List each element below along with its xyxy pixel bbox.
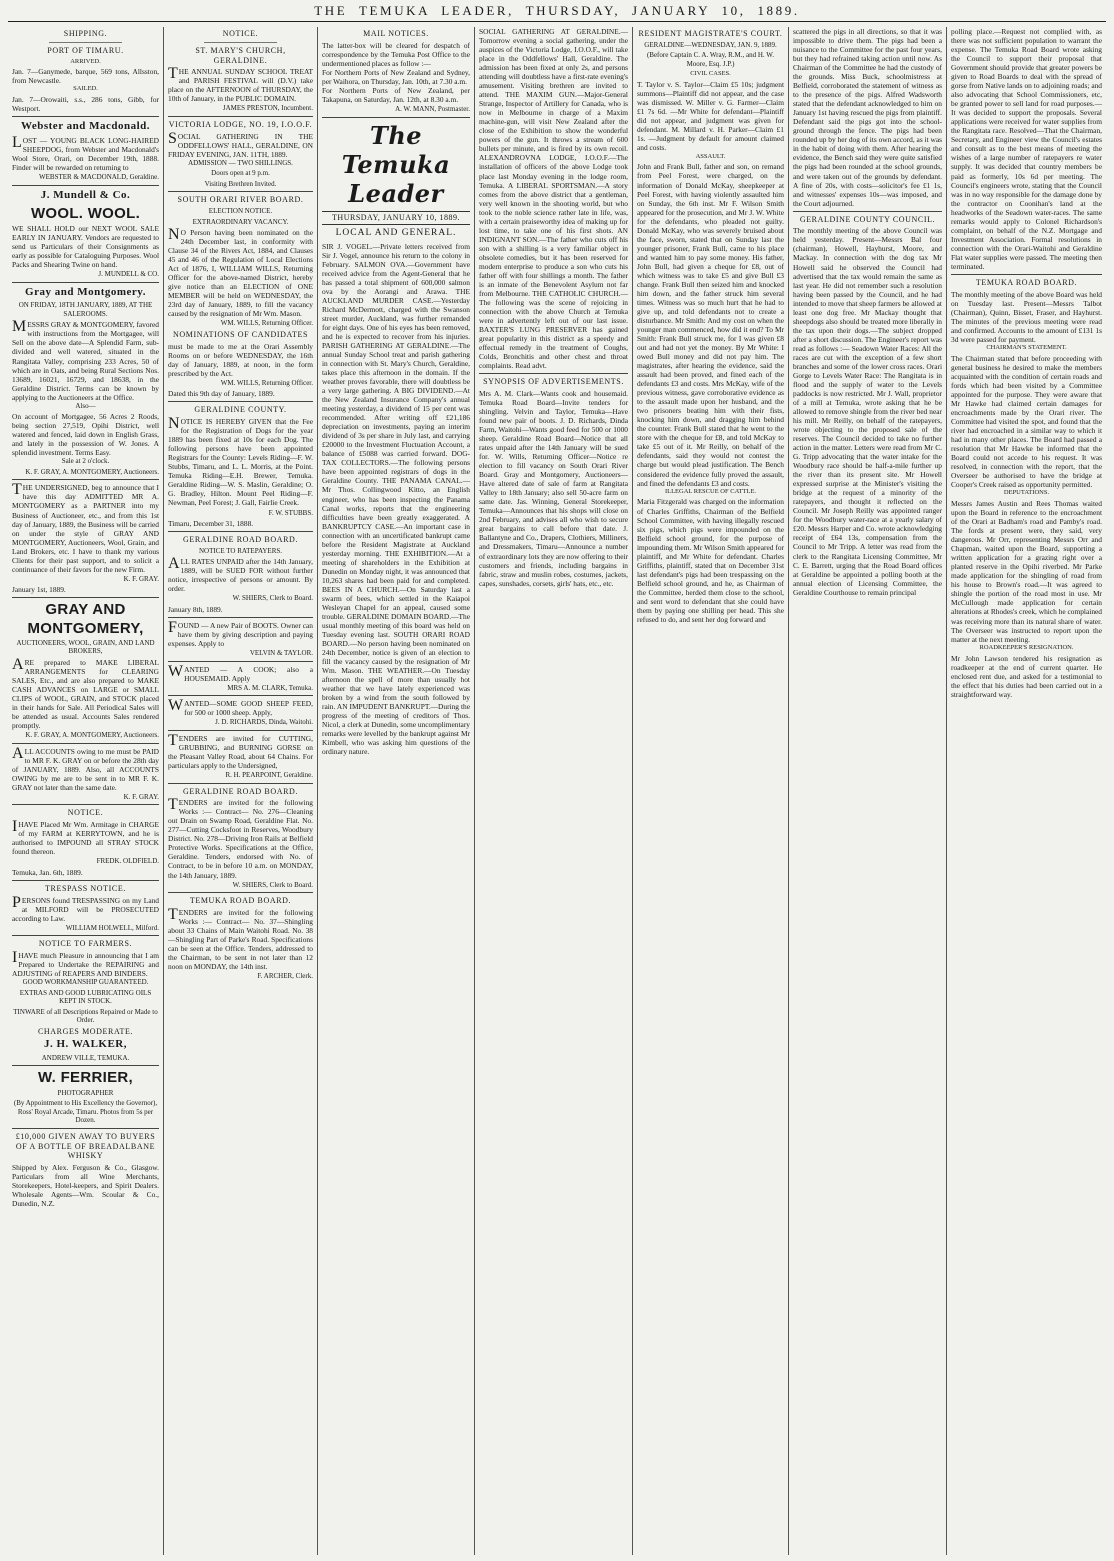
- divider: [168, 783, 313, 784]
- gm-subheading: AUCTIONEERS, WOOL, GRAIN, AND LAND BROKERS,: [16, 638, 155, 656]
- resignation-text: Mr John Lawson tendered his resignation as roadkeeper at the end of current quarter. He enclosed rent due, and asked for a testimonial to the effect that his duties had been carried out in a straightforward way.: [951, 653, 1102, 699]
- divider: [12, 1065, 159, 1066]
- board-text: NO Person having been nominated on the 24th December last, in conformity with Clause 34 of the Rivers Act, 1884, and Clauses 45 and 46 of the Regulation of Local Elections Act of 1876, I, WILLIAM WILLS, Returning Officer for the above-named District, hereby give notice than an ELECTION of ONE MEMBER will be held on WEDNESDAY, the 23rd day of January, 1889, to fill the vacancy caused by the resignation of Mr Wm. Mason.: [168, 226, 313, 319]
- church-text: THE ANNUAL SUNDAY SCHOOL TREAT and PARISH FESTIVAL will (D.V.) take place on the AFTERNOON of THURSDAY, the 10th of January, in the PUBLIC DOMAIN.: [168, 65, 313, 104]
- webster-text: LOST — YOUNG BLACK LONG-HAIRED SHEEPDOG, from Webster and Macdonald's Wool Store, Orari, on December 19th, 1888. Finder will be rewarded on returning to: [12, 133, 159, 172]
- gray-signature: K. F. GRAY, A. MONTGOMERY, Auctioneers.: [25, 467, 159, 476]
- mail-heading: MAIL NOTICES.: [363, 29, 429, 38]
- lodge-footer: Visiting Brethren Invited.: [204, 179, 277, 188]
- arrived-label: ARRIVED.: [70, 57, 101, 65]
- wanted-feed-text: WANTED—SOME GOOD SHEEP FEED, for 500 or 1000 sheep. Apply,: [168, 697, 313, 718]
- county-date: Timaru, December 31, 1888.: [168, 519, 254, 529]
- notice-text: IHAVE Placed Mr Wm. Armitage in CHARGE of my FARM at KERRYTOWN, and he is authorised to IMPOUND all STRAY STOCK found thereon.: [12, 818, 159, 857]
- divider: [168, 401, 313, 402]
- wanted-cook-signature: MRS A. M. CLARK, Temuka.: [227, 683, 313, 692]
- column-6: [789, 27, 947, 1555]
- gm-heading: GRAY AND MONTGOMERY,: [27, 601, 144, 637]
- gray-text: MESSRS GRAY & MONTGOMERY, favored with instructions from the Mortgagee, will Sell on the above date—A Splendid Farm, sub-divided and well watered, situated in the Rangitata Valley, comprising 233 Acres, 50 of which are in Oats, and being Rural Sections Nos. 13689, 16021, 16729, and 18638, in the Geraldine District. Terms can be known by applying to the Auctioneers at the Office.: [12, 318, 159, 402]
- webster-signature: WEBSTER & MACDONALD, Geraldine.: [39, 173, 159, 181]
- county-council-heading: GERALDINE COUNTY COUNCIL.: [799, 214, 936, 224]
- notice-signature: FREDK. OLDFIELD.: [96, 857, 159, 866]
- arrived-text: Jan. 7—Ganymede, barque, 569 tons, Allsston, from Newcastle.: [12, 67, 159, 86]
- divider: [168, 892, 313, 893]
- church-signature: JAMES PRESTON, Incumbent.: [222, 104, 313, 113]
- sale-time: Sale at 2 o'clock.: [61, 457, 110, 466]
- farmers-line-5: CHARGES MODERATE.: [37, 1026, 134, 1036]
- wanted-cook-text: WANTED — A COOK; also a HOUSEMAID. Apply: [168, 662, 313, 683]
- divider: [12, 880, 159, 881]
- found-signature: VELVIN & TAYLOR.: [249, 649, 313, 658]
- county-signature: F. W. STUBBS.: [268, 508, 313, 517]
- local-news-text: SIR J. VOGEL.—Private letters received from Sir J. Vogel, announce his return to the colony in February. SALMON OVA.—Government have received advice from the Agent-General that he has passed a total shipment of 600,000 salmon ova by the Aorangi and Arawa. THE AUCKLAND MURDER CASE.—Yesterday Richard McDermott, charged with the Swanson street murder, Auckland, was further remanded for eight days. One of his eyes has been removed, and he is expected to recover from his injuries. PARISH GATHERING AT GERALDINE.—The annual Sunday School treat and parish gathering in connection with St. Mary's Church, Geraldine, takes place this afternoon in the domain. If the weather proves favorable, there will doubtless be a very large gathering. A BIG DIVIDEND.—At the New Zealand Insurance Company's annual meeting yesterday, a dividend of 15 per cent was recommended. After writing off £21,186 depreciation on investments, paying an interim dividend of 3s per share in July last, and carrying £20000 to the Investment Fluctuation Account, a balance of £5088 was carried forward. DOG-TAX COLLECTORS.—The following persons have been appointed registrars of dogs in the Geraldine County. THE PANAMA CANAL.—Mr Thos. Collingwood Kitto, an English engineer, who has been inspecting the Panama Canal works, reports that the engineering difficulties have been greatly exaggerated. A BANKRUPTCY CASE.—An important case in connection with an uncertificated bankrupt came before the Resident Magistrate at Auckland yesterday morning. THE EXHIBITION.—At a meeting of shareholders in the Exhibition at Dunedin on Monday night, it was announced that 10,263 shares had been paid for and completed. BEES IN A CHURCH.—On Saturday last a swarm of bees, which settled in the Kaiapoi Wesleyan Chapel for an appeal, caused some trouble. GERALDINE DOMAIN BOARD.—The usual monthly meeting of this board was held on Tuesday evening last. SOUTH ORARI ROAD BOARD.—No person having been nominated on 24th December, notice is given of an election to fill the vacancy caused by the resignation of Mr Wm. Mason. THE WEATHER.—On Tuesday afternoon the spell of more than usually hot weather that we have lately experienced was broken by a wind from the south followed by rain. AN IMPUDENT BANKRUPT.—During the progress of the meeting of creditors of Thos. Nicol, a clerk at Dunedin, some uncomplimentary remarks were levelled by the bankrupt against Mr Kimbell, who was asking him questions of the ordinary nature.: [322, 241, 470, 757]
- gray-date: ON FRIDAY, 18TH JANUARY, 1889, AT THE SALEROOMS.: [18, 301, 153, 318]
- whisky-heading: £10,000 GIVEN AWAY TO BUYERS OF A BOTTLE OF BREADALBANE WHISKY: [15, 1131, 156, 1161]
- farmers-heading: NOTICE TO FARMERS.: [38, 939, 133, 949]
- ferrier-text: (By Appointment to His Excellency the Governor), Ross' Royal Arcade, Timaru. Photos from 5s per Dozen.: [13, 1099, 158, 1125]
- gray-text-2: On account of Mortgagee, 56 Acres 2 Roods, being section 27,519, Opihi District, well watered and fenced, laid down in English Grass, and lately in the possession of W. Jones. A splendid investment. Terms Easy.: [12, 412, 159, 458]
- road-text: ALL RATES UNPAID after the 14th January, 1889, will be SUED FOR without further notice, irrespective of persons or amount. By order.: [168, 555, 313, 594]
- column-2: [164, 27, 318, 1555]
- assault-text: John and Frank Bull, father and son, on remand from Peel Forest, were charged, on the information of Donald McKay, sheepkeeper at Peel Forest, with having violently assaulted him on Sunday, the 6th inst. Mr F. Wilson Smith appeared for the prosecution, and Mr J. W. White for the defendants, who pleaded not guilty. Donald McKay, who was severely bruised about the face, sworn, stated that on Sunday last the younger prisoner, Frank Bull, came to his place and wanted him to pay some money. His father, John Bull, had given a cheque for £8, out of which witness was to take £5 and give Bull £3 change. Frank Bull then seized him and knocked him down, and the father struck him several times. Witness was so much hurt that he had to give up, and told defendants not to create a disturbance. Mr Smith: And my cost on when the younger man commenced, how did it end? To Mr Smith: Frank Bull struck me, for I was given £8 out and had not yet the money. By Mr White: I owed Bull money and did not pay him. The magistrates, after hearing the evidence, said the assault had been proved, and fined each of the defendants £3 and costs. Mrs McKay, wife of the previous witness, gave corroborative evidence as to the assault made upon her husband, and the two prisoners beating him with their fists, knocking him down, and dragging him behind the counter. Frank Bull stated that he went to the store with the cheque for £8, and told McKay to take £5 out of it. Mr Reilly, on behalf of the defendants, said they would not contest the charge but would plead justification. The Bench considered the evidence fully proved the assault, and fined the defendants £3 and costs.: [637, 162, 784, 488]
- divider: [168, 730, 313, 731]
- column-4: [475, 27, 633, 1555]
- divider: [204, 42, 277, 43]
- lodge-admission: ADMISSION — TWO SHILLINGS.: [188, 158, 293, 167]
- divider: [168, 661, 313, 662]
- ferrier-subheading: PHOTOGRAPHER: [57, 1088, 114, 1097]
- trespass-signature: WILLIAM HOLWELL, Milford.: [65, 923, 159, 932]
- synopsis-text: Mrs A. M. Clark—Wants cook and housemaid. Temuka Road Board—Invite tenders for shingling. Velvin and Taylor, Temuka—Have found new pair of boots. J. D. Richards, Dinda Farm, Waitohi—Wants good feed for 500 or 1000 sheep. Geraldine Road Board—Notice that all rates unpaid after the 14th January will be sued for. W. Wills, Returning Officer—Notice re election to fill vacancy on South Orari River Board. Gray and Montgomery, Auctioneers—Have altered date of sale of farm at Rangitata Valley to 18th January; also sell 50-acre farm on same date. Jas. Winning, General Storekeeper, Temuka—Announces that his shops will close on 2nd February, and advises all who wish to secure great bargains to call before that date. J. Ballantyne and Co., Drapers, Clothiers, Milliners, and Dressmakers, Timaru—Announce a number of extraordinary lots they are now offering to their customers and friends, including bargains in fabric, straw and muslin robes, costumes, jackets, capes, sunshades, corsets, girls' hats, etc., etc.: [479, 388, 628, 588]
- walker-name: J. H. WALKER,: [43, 1038, 127, 1051]
- divider: [12, 116, 159, 117]
- mundell-heading: J. Mundell & Co.: [40, 188, 131, 201]
- rescue-heading: ILLEGAL RESCUE OF CATTLE.: [664, 487, 757, 495]
- temuka-heading: TEMUKA ROAD BOARD.: [189, 896, 292, 906]
- partner-signature: K. F. GRAY.: [123, 574, 159, 583]
- walker-address: ANDREW VILLE, TEMUKA.: [41, 1053, 130, 1062]
- county-council-continued: polling place.—Request not complied with, as there was not sufficient population to warrant the expense. The Temuka Road Board wrote asking the Council to support their proposal that Government should provide that greater powers be given to Road Boards to deal with the spread of gorse from Native lands on to adjoining roads; and also advocating that School Commissioners, etc, be granted power to sell land for road purposes.—It was decided to support the proposals. Several applications were received for water supplies from the Rangitata race. Resolved—That the Chairman, Secretary, and Engineer view the Council's estates and consult as to the best means of meeting the wishes of a large number of ratepayers re water supply. It was decided that country members be paid as formerly, 10s 6d per meeting. The Council's engineers wrote, stating that the Council was in no way responsible for the damage done by the contractor on Coonihan's land at the headworks of the Seadown water-races. The same remarks would apply to Colonel Richardson's complaint, on behalf of the N.Z. Mortgage and Investment Association. Formal resolutions in connection with the Orari-Waitohi and Geraldine Flat water supplies were passed. The meeting then terminated.: [951, 27, 1102, 271]
- wool-signature: J. MUNDELL & CO.: [98, 270, 159, 279]
- notice-heading: NOTICE.: [67, 808, 104, 818]
- county-text: NOTICE IS HEREBY GIVEN that the Fee for the Registration of Dogs for the year 1889 has been fixed at 10s for each Dog. The following persons have been appointed Registrars for the County: Levels Riding—F. W. Stubbs, Timaru, and L. L. Morris, at the Point. Temuka Riding—E.H. Brewer, Temuka. Geraldine Riding—W. S. Maslin, Geraldine; O. G. Bradley, Hilton. Mount Peel Riding—F. Newman, Peel Forest; J. Gall, Fairlie Creek.: [168, 415, 313, 508]
- nominations-heading: NOMINATIONS OF CANDIDATES: [172, 330, 308, 339]
- wool-heading: WOOL. WOOL.: [30, 204, 141, 222]
- road-subheading: NOTICE TO RATEPAYERS.: [198, 546, 283, 555]
- tenders-shingling-text: TENDERS are invited for the following Works :— Contract— No. 37—Shingling about 33 Chains of Main Waitohi Road. No. 38—Shingling Part of Parke's Road. Specifications can be seen at the Office. Tenders, addressed to the Chairman, to be sent in not later than 12 noon on MONDAY, the 14th inst.: [168, 905, 313, 971]
- board-signature: WM. WILLS, Returning Officer.: [220, 319, 313, 328]
- temuka-board-text: The monthly meeting of the above Board was held on Tuesday last. Present—Messrs Talbot (Chairman), Quinn, Bisset, Fraser, and Hayhurst. The minutes of the previous meeting were read and confirmed. Accounts to the amount of £131 1s 3d were passed for payment.: [951, 289, 1102, 344]
- tenders-gorse-text: TENDERS are invited for CUTTING, GRUBBING, and BURNING GORSE on the Pleasant Valley Road, about 64 Chains. For particulars apply to the Undersigned,: [168, 731, 313, 770]
- civil-heading: CIVIL CASES.: [690, 70, 731, 78]
- divider: [49, 42, 123, 43]
- accounts-signature: K. F. GRAY.: [123, 792, 159, 801]
- divider: [168, 617, 313, 618]
- partner-date: January 1st, 1889.: [12, 585, 66, 595]
- statement-heading: CHAIRMAN'S STATEMENT.: [986, 343, 1067, 351]
- mail-text-3: For Northern Ports of New Zealand, per Takapuna, on Saturday, Jan. 12th, at 8.30 a.m.: [322, 85, 470, 104]
- divider: [12, 935, 159, 936]
- issue-dateline: THURSDAY, JANUARY 10, 1889.: [322, 211, 470, 225]
- divider: [951, 274, 1102, 275]
- divider: [168, 116, 313, 117]
- divider: [12, 597, 159, 598]
- church-heading: ST. MARY'S CHURCH, GERALDINE.: [195, 45, 286, 65]
- road-signature: W. SHIERS, Clerk to Board.: [232, 594, 313, 603]
- partner-notice: THE UNDERSIGNED, beg to announce that I have this day ADMITTED MR A. MONTGOMERY as a PARTNER into my Business of Auctioneer, etc., and from this 1st day of January, 1889, the Business will be carried on under the style of GRAY AND MONTGOMERY, Auctioneers, Wool, Grain, and Land Brokers, etc. I have to thank my various Clients for their past support, and to solicit a continuance of their favors for the new Firm.: [12, 481, 159, 574]
- sailed-text: Jan. 7—Orowaiti, s.s., 286 tons, Gibb, for Westport.: [12, 95, 159, 114]
- divider: [168, 191, 313, 192]
- divider: [168, 531, 313, 532]
- tenders-gorse-signature: R. H. PEARPOINT, Geraldine.: [225, 770, 313, 779]
- column-3: [318, 27, 475, 1555]
- court-heading: RESIDENT MAGISTRATE'S COURT.: [638, 29, 783, 38]
- nominations-text: must be made to me at the Orari Assembly Rooms on or before WEDNESDAY, the 16th day of January, 1889, at noon, in the form prescribed by the Act.: [168, 341, 313, 378]
- court-date: GERALDINE—WEDNESDAY, JAN. 9, 1889.: [644, 40, 777, 49]
- ferrier-heading: W. FERRIER,: [38, 1069, 133, 1087]
- divider: [12, 804, 159, 805]
- deputations-heading: DEPUTATIONS.: [1003, 489, 1050, 497]
- farmers-text: IHAVE much Pleasure in announcing that I am Prepared to Undertake the REPAIRING and ADJUSTING of REAPERS AND BINDERS.: [12, 948, 159, 979]
- lodge-doors: Doors open at 9 p.m.: [211, 169, 270, 178]
- column-7: [947, 27, 1106, 1555]
- head-rule: [8, 21, 1106, 22]
- columns: [8, 27, 1106, 1555]
- mail-text-1: The latter-box will be cleared for despatch of correspondence by the Temuka Post Office to the undermentioned places as follow :—: [322, 40, 470, 68]
- whisky-text: Shipped by Alex. Ferguson & Co., Glasgow. Particulars from all Wine Merchants, Storekeepers, Hotel-keepers, and Spirit Dealers. Wholesale Agents—Wm. Scoular & Co., Dunedin, N.Z.: [12, 1163, 159, 1209]
- assault-heading: ASSAULT.: [695, 152, 726, 160]
- nominations-signature: WM. WILLS, Returning Officer.: [220, 378, 313, 387]
- resignation-heading: ROADKEEPER'S RESIGNATION.: [979, 643, 1074, 651]
- sailed-label: SAILED.: [73, 85, 98, 93]
- webster-heading: Webster and Macdonald.: [20, 120, 151, 133]
- lodge-heading: VICTORIA LODGE, NO. 19, I.O.O.F.: [168, 119, 313, 129]
- newspaper-flag: The Temuka Leader: [341, 120, 451, 209]
- gray-heading: Gray and Montgomery.: [25, 285, 146, 298]
- trespass-heading: TRESPASS NOTICE.: [45, 883, 126, 893]
- local-news-continued: SOCIAL GATHERING AT GERALDINE.—Tomorrow evening a social gathering, under the auspices of the Victoria Lodge, I.O.O.F., will take place in the Oddfellows' Hall, Geraldine. The admission has been fixed at only 2s, and persons attending will doubtless have a first-rate evening's amusement. Visiting brethren are invited to attend. THE MAXIM GUN.—Major-General Strange, Inspector of Artillery for Canada, who is now in Melbourne in charge of a Maxim machine-gun, will visit New Zealand after the close of the Exhibition to show the wonderful powers of the gun. It throws a stream of 600 bullets per minute, and is fired by its own recoil. ALEXANDROVNA LODGE, I.O.O.F.—The installation of officers of the above Lodge took place last Monday evening in the lodge room, Temuka. A LIBERAL SPORTSMAN.—A story comes from the above district that a gentleman, very well known in the shooting world, but who took to the noble science rather late in life, was, with a certain praiseworthy idea of making up for lost time, to take one of his first shots. AN INDIGNANT SON.—The father who cuts off his son with a shilling is a very familiar object in obsolete comedies, but it has been reserved for modern enterprise to produce a son who cuts his father off with four shillings a month. The father is an inmate of the Benevolent Asylum not far from Melbourne. THE CATHOLIC CHURCH.—The following was the scene of rejoicing in connection with the above Church at Temuka were in advertently left out of our last issue. BAXTER'S LUNG PRESERVER has gained great popularity in this district as a speedy and effectual remedy in the treatment of Coughs, Colds, Bronchitis and other chest and throat complaints. Read advt.: [479, 27, 628, 371]
- local-heading: LOCAL AND GENERAL.: [335, 228, 457, 239]
- wanted-feed-signature: J. D. RICHARDS, Dinda, Waitohi.: [215, 718, 313, 727]
- tenders-works-signature: W. SHIERS, Clerk to Board.: [232, 880, 313, 889]
- divider: [12, 185, 159, 186]
- rescue-continued: scattered the pigs in all directions, so that it was impossible to drive them. The pigs had been a nuisance to the Committee for the past four years, but they had refrained taking action until now. As Chairman of the Committee he had the custody of the grounds. Miss Buck, schoolmistress at Belfield, corroborated the statement of witness as to the presence of the pigs. Alfred Wadsworth stated that the defendant acknowledged to him on January 1st having rescued the pigs from plaintiff. Defendant said the pigs got into the school-ground through the fence. The pigs had been rounded up by her dog of its own accord, as it was in the habit of doing with them. After hearing the evidence, the Bench said they were quite satisfied the pigs had been rounded at the school grounds, and were taken out of the grounds by defendant. A fine of 20s, with costs—solicitor's fee £1 1s, and witnesses' expenses 10s—was imposed, and the Court adjourned.: [793, 27, 943, 208]
- mail-text-2: For Northern Ports of New Zealand and Sydney, per Waihora, on Thursday, Jan. 10th, at 7.30 a.m.: [322, 67, 470, 86]
- found-text: FOUND — A new Pair of BOOTS. Owner can have them by giving description and paying expenses. Apply to: [168, 619, 313, 649]
- board-heading: SOUTH ORARI RIVER BOARD.: [177, 195, 304, 205]
- farmers-line-4: TINWARE of all Descriptions Repaired or Made to Order.: [13, 1007, 158, 1025]
- divider: [12, 743, 159, 744]
- road-date: January 8th, 1889.: [168, 605, 223, 614]
- statement-text: The Chairman stated that before proceeding with general business he desired to make the members acquainted with the condition of certain roads and fords which had been visited by a Committee appointed for the purpose. They were aware that Mr Hawke had claimed certain damages for encroachments made by the Orari river. The Committee had visited the spot, and found that the river had encroached in a similar way to which it had in many other places. The Board had passed a resolution that Mr Hawke be informed that the Board could not accede to his request. It was resolved, in connection with the report, that the Overseer be authorised to have the bridge at Cooper's Creek raised as opportunity permitted.: [951, 353, 1102, 490]
- temuka-board-heading: TEMUKA ROAD BOARD.: [975, 277, 1078, 287]
- divider: [12, 1128, 159, 1129]
- trespass-text: PERSONS found TRESPASSING on my Land at MILFORD will be PROSECUTED according to Law.: [12, 893, 159, 923]
- tenders-shingling-signature: F. ARCHER, Clerk.: [257, 972, 313, 981]
- mail-signature: A. W. MANN, Postmaster.: [395, 104, 470, 113]
- port-heading: PORT OF TIMARU.: [47, 45, 124, 55]
- running-head: [8, 2, 1106, 20]
- divider: [12, 282, 159, 283]
- tenders-works-text: TENDERS are invited for the following Works :— Contract— No. 276—Cleaning out Drain on Swamp Road, Geraldine Flat. No. 277—Cutting Cocksfoot in Reserves, Woodbury District. No. 278—Driving Iron Rails at Belfield Protective Works. Specifications at the Office, Geraldine. Tenders, endorsed with No. of Contract, to be in before 10 a.m. on MONDAY, the 14th January, 1889.: [168, 796, 313, 880]
- divider: [168, 695, 313, 696]
- board-subheading-1: ELECTION NOTICE.: [208, 207, 273, 216]
- farmers-line-2: GOOD WORKMANSHIP GUARANTEED.: [22, 978, 149, 987]
- notice-heading: NOTICE.: [222, 29, 259, 38]
- county-council-text: The monthly meeting of the above Council was held yesterday. Present—Messrs Bal four (chairman), Howell, Hayhurst, Moore, and Mackay. In connection with the dog tax Mr Howell said he observed the Council had advertised that the tax would remain the same as last year. He did not remember such a resolution having been passed by the Council, and he had intended to move that sheep farmers be allowed at least one dog free. Mr Mackay thought that sheepdogs also should be treated more liberally in the tax upon their dogs.—The subject dropped after a short discussion. The Engineer's report was read as follows :— Seadown Water Races: All the races are cut with the exception of a few short branches and some of the lower cross races. Orari Gorge to Levels Water Race: The Rangitata is in flood and the supply of water to the Levels paddocks is now restricted. Mr J. Wall, proprietor of a mill at Temuka, wrote asking that he be allowed to remove shingle from the river bed near his mill. Mr Reilly, on behalf of the ratepayers, wrote objecting to the proposed sale of the reserves. The Council decided to take no further action in the matter. Letters were read from Mr C. G. Tripp advocating that the water intake for the Woodbury race should be half-a-mile further up the river than its present site. Mr Howell expressed surprise at the Minister's visiting the bridge at the request of a minority of the ratepayers, and thought it reflected on the Council. Mr Joseph Reilly was appointed ranger for the Woodbury water-race at a yearly salary of £20. Messrs Harper and Co. wrote acknowledging receipt of £64 13s, compensation from the Council to Mr Tripp. A letter was read from the clerk to the Rangitata Licensing Committee, Mr C. E. Barrett, urging that the Road Board offices at Geraldine be appointed a polling booth at the annual election of Licensing Committee, the Geraldine Courthouse to remain principal: [793, 226, 942, 597]
- shipping-heading: SHIPPING.: [63, 29, 108, 38]
- rescue-text: Maria Fitzgerald was charged on the information of Charles Griffiths, Chairman of the Belfield School Committee, with having illegally rescued six pigs, which pigs were impounded on the Belfield school ground, for the purpose of impounding them. Mr Wilson Smith appeared for plaintiff, and Mr White for defendant. Charles Griffiths, plaintiff, stated that on December 31st last defendant's pigs had been trespassing on the Belfield school ground, and he, as Chairman of the Committee, herded them close to the school, and sent word to defendant that she could have them by paying one shilling per head. This she refused to do, and sent her dog forward and: [637, 497, 784, 624]
- road-heading: GERALDINE ROAD BOARD.: [182, 535, 299, 545]
- gm-signature: K. F. GRAY, A. MONTGOMERY, Auctioneers.: [25, 731, 159, 740]
- lodge-text: SOCIAL GATHERING IN THE ODDFELLOWS' HALL, GERALDINE, ON FRIDAY EVENING, JAN. 11TH, 1889.: [168, 129, 313, 159]
- county-heading: GERALDINE COUNTY.: [194, 405, 287, 415]
- also-label: Also—: [75, 401, 96, 410]
- running-head-title: THE TEMUKA LEADER, THURSDAY, JANUARY 10, 1889.: [314, 3, 800, 19]
- divider: [479, 373, 628, 374]
- gm-text: ARE prepared to MAKE LIBERAL ARRANGEMENTS for CLEARING SALES, Etc., and are also prepared to MAKE CASH ADVANCES on LARGE or SMALL CLIPS of WOOL, GRAIN, and STOCK placed in their hands for Sale. All Periodical Sales will be attended as usual. Accounts Sales rendered promptly.: [12, 655, 159, 731]
- column-5: [633, 27, 789, 1555]
- divider: [12, 479, 159, 480]
- accounts-notice: ALL ACCOUNTS owing to me must be PAID to MR F. K. GRAY on or before the 28th day of JANUARY, 1889. Also, all ACCOUNTS OWING by me are to be sent in to MR F. K. GRAY not later than the same date.: [12, 744, 159, 792]
- board-subheading-2: EXTRAORDINARY VACANCY.: [192, 217, 289, 226]
- synopsis-heading: SYNOPSIS OF ADVERTISEMENTS.: [483, 377, 624, 387]
- farmers-line-3: EXTRAS AND GOOD LUBRICATING OILS KEPT IN STOCK.: [19, 988, 152, 1006]
- court-before: (Before Captain C. A. Wray, R.M., and H. W. Moore, Esq. J.P.): [646, 51, 775, 68]
- column-1: [8, 27, 164, 1555]
- wool-text: WE SHALL HOLD our NEXT WOOL SALE EARLY IN JANUARY. Vendors are requested to send us Particulars of their Consignments as early as possible for Cataloguing Purposes. Wool Packs and Shearing Twine on hand.: [12, 224, 159, 270]
- road2-heading: GERALDINE ROAD BOARD.: [182, 786, 299, 796]
- nominations-date: Dated this 9th day of January, 1889.: [168, 389, 275, 399]
- divider: [793, 211, 942, 212]
- deputations-text: Messrs James Austin and Rees Thomas waited upon the Board in reference to the encroachment of the Orari at Badham's road and Pamby's road. The fords at present were, they said, very dangerous. Mr Orr, representing Messrs Orr and Chapman, waited upon the Board, supporting a written application for a grazing right over a planted reserve in the Opihi riverbed. Mr Parke made application for the shingling of road from his house to Brown's road.—It was agreed to shingle the portion of the road most in use. Mr McCullough made application for certain alterations at Rhodes's creek, which he complained was receiving more than its natural share of water. The Overseer was instructed to report upon the matter at the next meeting.: [951, 499, 1102, 644]
- divider: [322, 117, 470, 118]
- notice-date: Temuka, Jan. 6th, 1889.: [12, 867, 83, 877]
- civil-text: T. Taylor v. S. Taylor—Claim £5 10s; judgment summons—Plaintiff did not appear, and the case was dismissed. W. Miller v. G. Farmer—Claim £1 7s 6d. —Mr White for defendant—Plaintiff did not appear, and judgment was given for defendant. M. Millard v. H. Parker—Claim £1 1s. —Judgment by default for amount claimed and costs.: [637, 80, 784, 153]
